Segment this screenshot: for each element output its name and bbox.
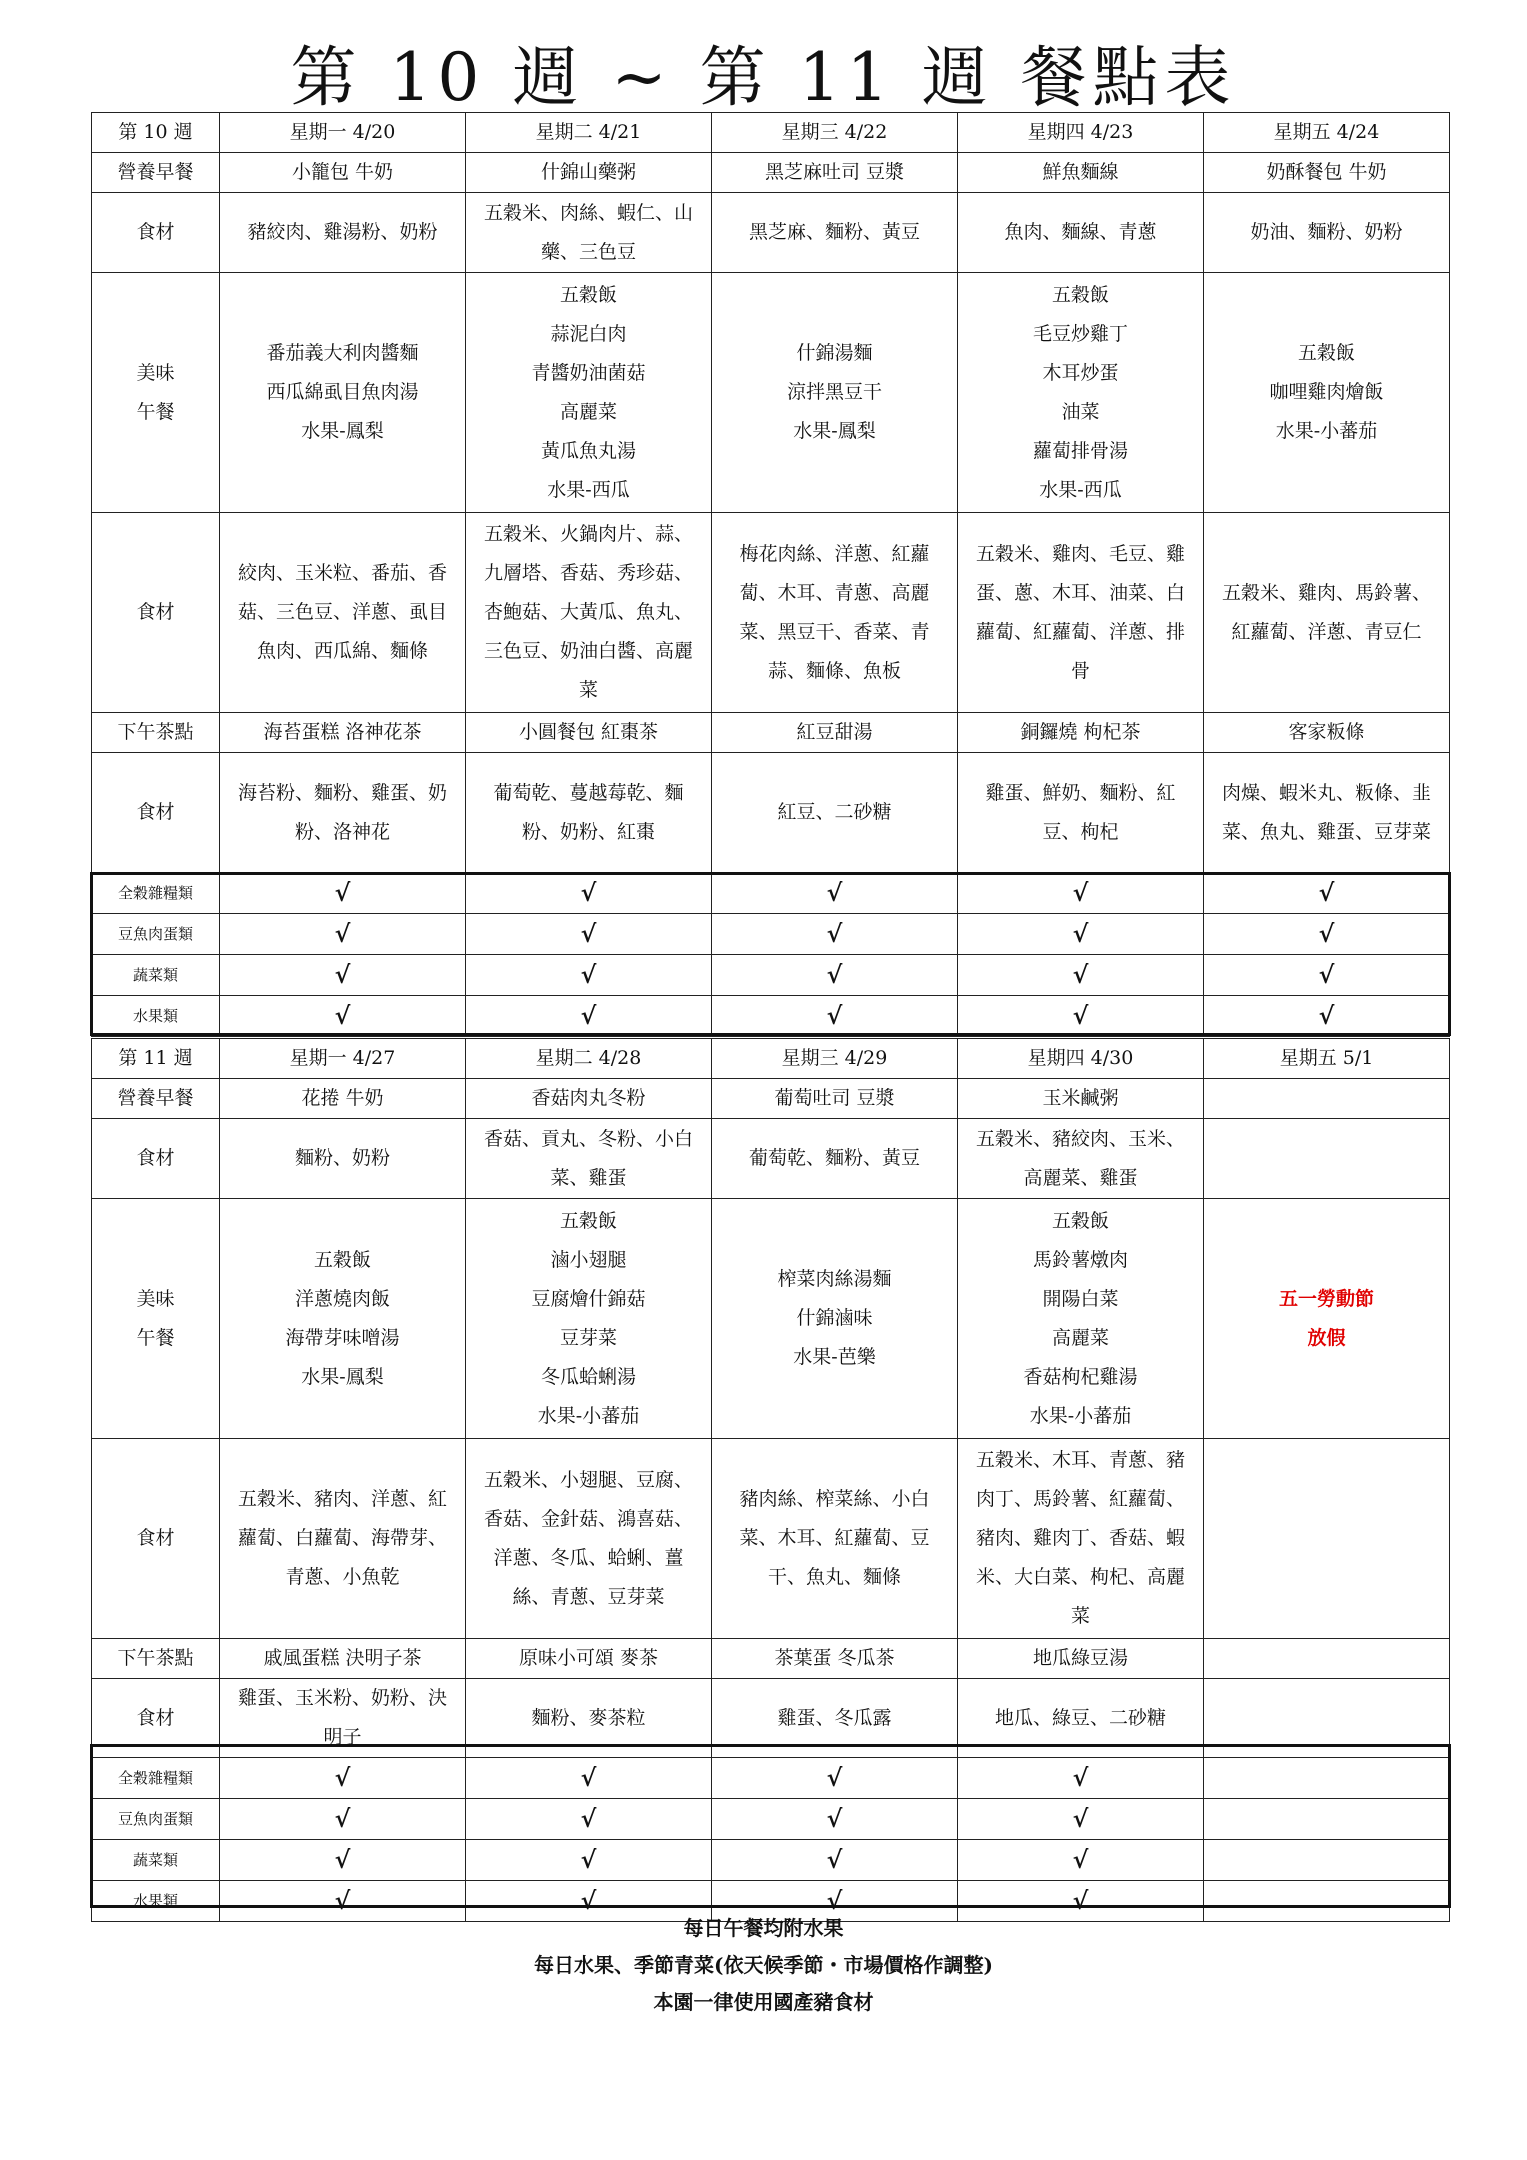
ingredients-cell: 五穀米、雞肉、毛豆、雞蛋、蔥、木耳、油菜、白蘿蔔、紅蘿蔔、洋蔥、排骨 (958, 513, 1204, 713)
breakfast-cell: 鮮魚麵線 (958, 153, 1204, 193)
breakfast-row (92, 1079, 1450, 1119)
snack-cell (1204, 1639, 1450, 1679)
check-mark: √ (466, 996, 712, 1037)
day-header: 星期二 4/28 (466, 1039, 712, 1079)
snack-ingredients-row (92, 753, 1450, 873)
lunch-ingredients-row (92, 1439, 1450, 1639)
dish: 水果-鳳梨 (301, 1365, 384, 1388)
ingredients-cell: 梅花肉絲、洋蔥、紅蘿蔔、木耳、青蔥、高麗菜、黑豆干、香菜、青蒜、麵條、魚板 (712, 513, 958, 713)
ingredients-cell: 地瓜、綠豆、二砂糖 (958, 1679, 1204, 1758)
day-header: 星期一 4/27 (220, 1039, 466, 1079)
dish: 開陽白菜 (1042, 1287, 1119, 1310)
breakfast-ingredients-row (92, 193, 1450, 273)
check-mark: √ (220, 996, 466, 1037)
breakfast-ingredients-row (92, 1119, 1450, 1199)
check-mark: √ (220, 1881, 466, 1922)
ingredients-cell (1204, 1679, 1450, 1758)
day-header: 星期一 4/20 (220, 113, 466, 153)
dish: 五穀飯 (1297, 342, 1355, 364)
dish: 豆腐燴什錦菇 (531, 1287, 646, 1310)
ingredients-cell: 五穀米、豬肉、洋蔥、紅蘿蔔、白蘿蔔、海帶芽、青蔥、小魚乾 (220, 1439, 466, 1639)
check-mark: √ (712, 873, 958, 914)
lunch-cell (712, 273, 958, 513)
check-mark: √ (466, 1758, 712, 1799)
check-mark: √ (712, 955, 958, 996)
breakfast-cell (1204, 1079, 1450, 1119)
dish: 毛豆炒雞丁 (1032, 322, 1128, 345)
dish: 木耳炒蛋 (1042, 361, 1119, 384)
check-mark: √ (1204, 996, 1450, 1037)
ingredients-cell: 肉燥、蝦米丸、粄條、韭菜、魚丸、雞蛋、豆芽菜 (1204, 753, 1450, 873)
check-mark: √ (466, 1881, 712, 1922)
check-mark: √ (220, 1799, 466, 1840)
holiday-text: 五一勞動節 (1278, 1287, 1374, 1310)
note-line: 每日水果、季節青菜(依天候季節・市場價格作調整) (534, 1953, 993, 1977)
ingredients-cell: 葡萄乾、蔓越莓乾、麵粉、奶粉、紅棗 (466, 753, 712, 873)
check-mark: √ (958, 996, 1204, 1037)
ingredients-cell: 雞蛋、鮮奶、麵粉、紅豆、枸杞 (958, 753, 1204, 873)
dish: 高麗菜 (559, 400, 617, 423)
dish: 什錦滷味 (796, 1307, 873, 1329)
row-label-lunch: 美味 午餐 (92, 1199, 220, 1439)
breakfast-row (92, 153, 1450, 193)
day-header: 星期四 4/30 (958, 1039, 1204, 1079)
check-mark: √ (958, 914, 1204, 955)
dish: 水果-小蕃茄 (1029, 1404, 1132, 1427)
day-header: 星期五 4/24 (1204, 113, 1450, 153)
lunch-cell (1204, 273, 1450, 513)
dish: 水果-西瓜 (547, 478, 630, 501)
ingredients-cell: 葡萄乾、麵粉、黃豆 (712, 1119, 958, 1199)
check-mark: √ (220, 1758, 466, 1799)
breakfast-cell: 葡萄吐司 豆漿 (712, 1079, 958, 1119)
breakfast-cell: 奶酥餐包 牛奶 (1204, 153, 1450, 193)
week11-header-row (92, 1039, 1450, 1079)
row-label: 食材 (92, 1439, 220, 1639)
ingredients-cell: 五穀米、木耳、青蔥、豬肉丁、馬鈴薯、紅蘿蔔、豬肉、雞肉丁、香菇、蝦米、大白菜、枸杞、高麗菜 (958, 1439, 1204, 1639)
check-row-protein (92, 1799, 1450, 1840)
dish: 番茄義大利肉醬麵 (266, 342, 419, 364)
check-row-vegetables (92, 955, 1450, 996)
snack-row (92, 1639, 1450, 1679)
row-label: 下午茶點 (92, 713, 220, 753)
ingredients-cell: 麵粉、奶粉 (220, 1119, 466, 1199)
snack-cell: 茶葉蛋 冬瓜茶 (712, 1639, 958, 1679)
row-label: 食材 (92, 1679, 220, 1758)
check-mark: √ (958, 873, 1204, 914)
row-label: 全穀雜糧類 (92, 873, 220, 914)
snack-cell: 原味小可頌 麥茶 (466, 1639, 712, 1679)
breakfast-cell: 玉米鹹粥 (958, 1079, 1204, 1119)
check-row-vegetables (92, 1840, 1450, 1881)
dish: 香菇枸杞雞湯 (1023, 1365, 1138, 1388)
ingredients-cell (1204, 1119, 1450, 1199)
snack-cell: 紅豆甜湯 (712, 713, 958, 753)
dish: 海帶芽味噌湯 (285, 1326, 400, 1349)
check-mark: √ (958, 1758, 1204, 1799)
breakfast-cell: 小籠包 牛奶 (220, 153, 466, 193)
ingredients-cell: 豬絞肉、雞湯粉、奶粉 (220, 193, 466, 273)
row-label: 食材 (92, 1119, 220, 1199)
day-header: 星期二 4/21 (466, 113, 712, 153)
row-label: 蔬菜類 (92, 955, 220, 996)
check-mark: √ (466, 873, 712, 914)
ingredients-cell: 雞蛋、玉米粉、奶粉、決明子 (220, 1679, 466, 1758)
dish: 西瓜綿虱目魚肉湯 (266, 381, 419, 403)
ingredients-cell: 香菇、貢丸、冬粉、小白菜、雞蛋 (466, 1119, 712, 1199)
check-mark: √ (958, 1881, 1204, 1922)
snack-row (92, 713, 1450, 753)
note-line: 本園一律使用國產豬食材 (653, 1990, 874, 2014)
holiday-text: 放假 (1307, 1326, 1346, 1349)
dish: 豆芽菜 (559, 1326, 617, 1349)
empty-cell (1204, 1758, 1450, 1799)
ingredients-cell: 麵粉、麥茶粒 (466, 1679, 712, 1758)
row-label: 食材 (92, 513, 220, 713)
check-row-grains (92, 873, 1450, 914)
dish: 榨菜肉絲湯麵 (777, 1268, 892, 1290)
row-label: 營養早餐 (92, 1079, 220, 1119)
dish: 水果-鳳梨 (793, 420, 876, 442)
week-label: 第 11 週 (92, 1039, 220, 1079)
check-mark: √ (958, 1840, 1204, 1881)
dish: 咖哩雞肉燴飯 (1269, 381, 1384, 403)
breakfast-cell: 香菇肉丸冬粉 (466, 1079, 712, 1119)
check-mark: √ (466, 914, 712, 955)
lunch-cell (958, 1199, 1204, 1439)
breakfast-cell: 花捲 牛奶 (220, 1079, 466, 1119)
ingredients-cell: 五穀米、火鍋肉片、蒜、九層塔、香菇、秀珍菇、杏鮑菇、大黃瓜、魚丸、三色豆、奶油白醬、高麗菜 (466, 513, 712, 713)
ingredients-cell: 豬肉絲、榨菜絲、小白菜、木耳、紅蘿蔔、豆干、魚丸、麵條 (712, 1439, 958, 1639)
day-header: 星期五 5/1 (1204, 1039, 1450, 1079)
dish: 洋蔥燒肉飯 (294, 1287, 390, 1310)
dish: 水果-西瓜 (1039, 478, 1122, 501)
check-mark: √ (220, 873, 466, 914)
dish: 冬瓜蛤蜊湯 (540, 1365, 636, 1388)
footer-notes (0, 1910, 1527, 2021)
day-header: 星期三 4/22 (712, 113, 958, 153)
ingredients-cell: 五穀米、小翅腿、豆腐、香菇、金針菇、鴻喜菇、洋蔥、冬瓜、蛤蜊、薑絲、青蔥、豆芽菜 (466, 1439, 712, 1639)
lunch-ingredients-row (92, 513, 1450, 713)
dish: 水果-小蕃茄 (1275, 420, 1378, 442)
check-mark: √ (220, 955, 466, 996)
snack-ingredients-row (92, 1679, 1450, 1758)
snack-cell: 銅鑼燒 枸杞茶 (958, 713, 1204, 753)
check-mark: √ (466, 955, 712, 996)
ingredients-cell: 魚肉、麵線、青蔥 (958, 193, 1204, 273)
lunch-cell (220, 1199, 466, 1439)
check-mark: √ (1204, 914, 1450, 955)
dish: 水果-小蕃茄 (537, 1404, 640, 1427)
ingredients-cell: 絞肉、玉米粒、番茄、香菇、三色豆、洋蔥、虱目魚肉、西瓜綿、麵條 (220, 513, 466, 713)
dish: 蘿蔔排骨湯 (1032, 439, 1128, 462)
day-header: 星期四 4/23 (958, 113, 1204, 153)
ingredients-cell: 五穀米、雞肉、馬鈴薯、紅蘿蔔、洋蔥、青豆仁 (1204, 513, 1450, 713)
check-mark: √ (958, 955, 1204, 996)
lunch-cell (220, 273, 466, 513)
lunch-row (92, 1199, 1450, 1439)
day-header: 星期三 4/29 (712, 1039, 958, 1079)
row-label: 水果類 (92, 996, 220, 1037)
week10-table (91, 112, 1450, 1037)
dish: 黃瓜魚丸湯 (540, 439, 636, 462)
dish: 滷小翅腿 (550, 1248, 627, 1271)
dish: 五穀飯 (313, 1248, 371, 1271)
dish: 五穀飯 (1051, 283, 1109, 306)
dish: 涼拌黑豆干 (786, 381, 882, 403)
ingredients-cell: 海苔粉、麵粉、雞蛋、奶粉、洛神花 (220, 753, 466, 873)
check-mark: √ (712, 1758, 958, 1799)
check-mark: √ (958, 1799, 1204, 1840)
dish: 油菜 (1061, 400, 1100, 423)
lunch-cell (958, 273, 1204, 513)
check-mark: √ (712, 1881, 958, 1922)
lunch-cell (466, 1199, 712, 1439)
week11-table (91, 1038, 1450, 1922)
row-label: 全穀雜糧類 (92, 1758, 220, 1799)
note-line: 每日午餐均附水果 (683, 1916, 844, 1940)
dish: 水果-鳳梨 (301, 420, 384, 442)
snack-cell: 客家粄條 (1204, 713, 1450, 753)
empty-cell (1204, 1799, 1450, 1840)
ingredients-cell: 奶油、麵粉、奶粉 (1204, 193, 1450, 273)
check-mark: √ (466, 1799, 712, 1840)
dish: 蒜泥白肉 (550, 322, 627, 345)
check-mark: √ (712, 1840, 958, 1881)
check-mark: √ (712, 996, 958, 1037)
row-label: 豆魚肉蛋類 (92, 914, 220, 955)
week-label: 第 10 週 (92, 113, 220, 153)
row-label: 營養早餐 (92, 153, 220, 193)
ingredients-cell: 雞蛋、冬瓜露 (712, 1679, 958, 1758)
ingredients-cell: 五穀米、肉絲、蝦仁、山藥、三色豆 (466, 193, 712, 273)
ingredients-cell: 黑芝麻、麵粉、黃豆 (712, 193, 958, 273)
row-label: 豆魚肉蛋類 (92, 1799, 220, 1840)
dish: 水果-芭樂 (793, 1346, 876, 1368)
row-label: 食材 (92, 193, 220, 273)
check-mark: √ (712, 914, 958, 955)
breakfast-cell: 黑芝麻吐司 豆漿 (712, 153, 958, 193)
page-title: 第 10 週 ~ 第 11 週 餐點表 (290, 39, 1237, 116)
row-label: 蔬菜類 (92, 1840, 220, 1881)
snack-cell: 戚風蛋糕 決明子茶 (220, 1639, 466, 1679)
check-mark: √ (712, 1799, 958, 1840)
snack-cell: 海苔蛋糕 洛神花茶 (220, 713, 466, 753)
holiday-cell (1204, 1199, 1450, 1439)
check-row-protein (92, 914, 1450, 955)
row-label: 下午茶點 (92, 1639, 220, 1679)
check-mark: √ (466, 1840, 712, 1881)
dish: 五穀飯 (559, 283, 617, 306)
ingredients-cell: 五穀米、豬絞肉、玉米、高麗菜、雞蛋 (958, 1119, 1204, 1199)
snack-cell: 地瓜綠豆湯 (958, 1639, 1204, 1679)
row-label: 水果類 (92, 1881, 220, 1922)
check-mark: √ (1204, 873, 1450, 914)
dish: 五穀飯 (1051, 1209, 1109, 1232)
dish: 高麗菜 (1051, 1326, 1109, 1349)
empty-cell (1204, 1840, 1450, 1881)
check-mark: √ (220, 1840, 466, 1881)
lunch-cell (712, 1199, 958, 1439)
check-mark: √ (1204, 955, 1450, 996)
check-mark: √ (220, 914, 466, 955)
lunch-cell (466, 273, 712, 513)
ingredients-cell: 紅豆、二砂糖 (712, 753, 958, 873)
dish: 什錦湯麵 (796, 342, 873, 364)
row-label: 食材 (92, 753, 220, 873)
dish: 五穀飯 (559, 1209, 617, 1232)
check-row-grains (92, 1758, 1450, 1799)
dish: 馬鈴薯燉肉 (1032, 1248, 1128, 1271)
snack-cell: 小圓餐包 紅棗茶 (466, 713, 712, 753)
lunch-row (92, 273, 1450, 513)
dish: 青醬奶油菌菇 (531, 361, 646, 384)
week10-header-row (92, 113, 1450, 153)
ingredients-cell (1204, 1439, 1450, 1639)
breakfast-cell: 什錦山藥粥 (466, 153, 712, 193)
row-label-lunch: 美味 午餐 (92, 273, 220, 513)
check-row-fruit (92, 996, 1450, 1037)
